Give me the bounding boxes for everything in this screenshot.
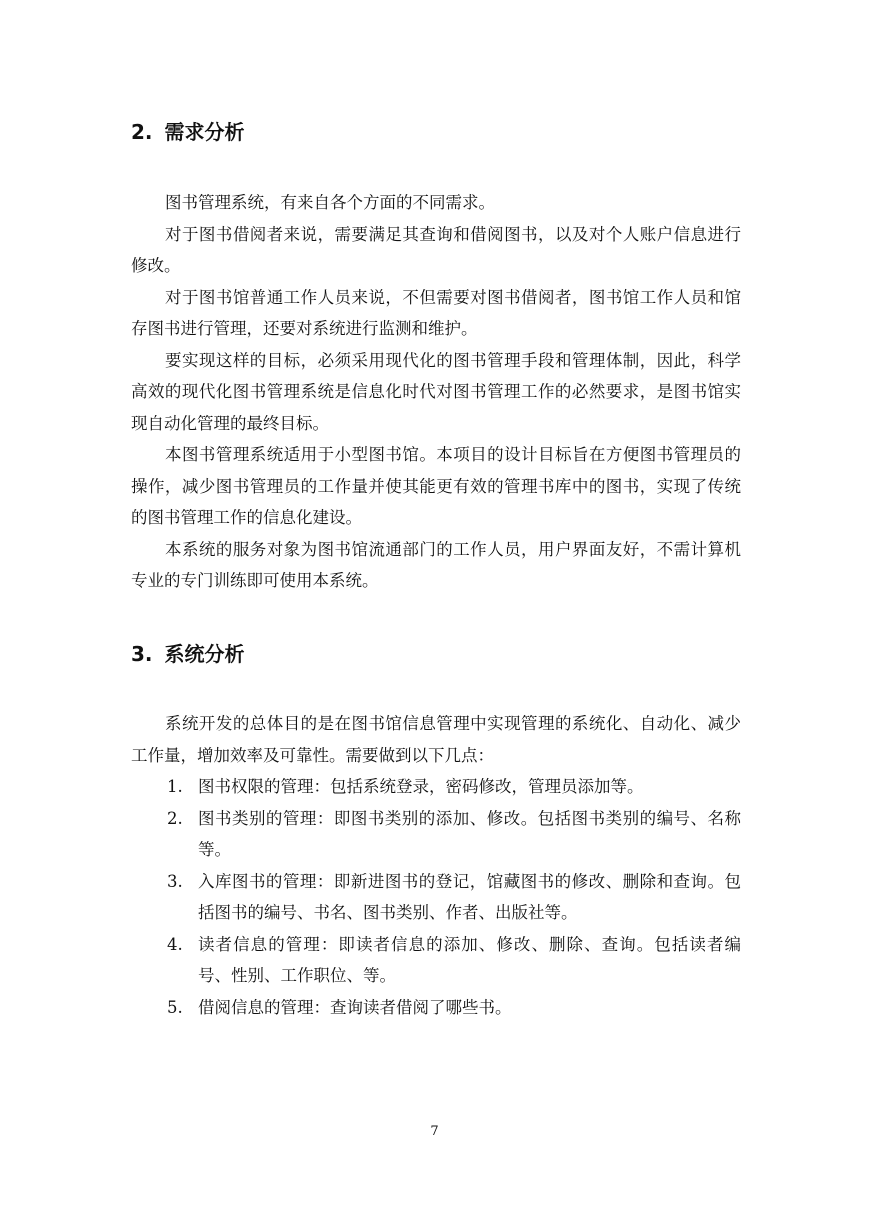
section-heading-system-analysis bbox=[131, 640, 245, 668]
section-heading-requirements bbox=[131, 118, 245, 146]
paragraph: 对于图书馆普通工作人员来说，不但需要对图书借阅者，图书馆工作人员和馆存图书进行管理，还要对系统进行监测和维护。 bbox=[131, 287, 741, 338]
list-marker: 3. bbox=[167, 871, 183, 891]
paragraph: 本图书管理系统适用于小型图书馆。本项目的设计目标旨在方便图书管理员的操作，减少图书管理员的工作量并使其能更有效的管理书库中的图书，实现了传统的图书管理工作的信息化建设。 bbox=[131, 445, 741, 527]
paragraph: 要实现这样的目标，必须采用现代化的图书管理手段和管理体制，因此，科学高效的现代化图书管理系统是信息化时代对图书管理工作的必然要求，是图书馆实现自动化管理的最终目标。 bbox=[131, 350, 741, 433]
paragraph: 对于图书借阅者来说，需要满足其查询和借阅图书，以及对个人账户信息进行修改。 bbox=[131, 224, 741, 275]
list-item-text: 入库图书的管理：即新进图书的登记，馆藏图书的修改、删除和查询。包括图书的编号、书名、图书类别、作者、出版社等。 bbox=[198, 871, 741, 922]
list-item bbox=[131, 866, 741, 929]
page-number: 7 bbox=[430, 1124, 439, 1139]
section-number: 3. bbox=[131, 642, 153, 666]
requirements-list bbox=[131, 771, 741, 1023]
paragraph: 本系统的服务对象为图书馆流通部门的工作人员，用户界面友好，不需计算机专业的专门训练即可使用本系统。 bbox=[131, 539, 741, 590]
intro-paragraph: 系统开发的总体目的是在图书馆信息管理中实现管理的系统化、自动化、减少工作量，增加效率及可靠性。需要做到以下几点： bbox=[131, 714, 741, 765]
list-marker: 5. bbox=[167, 997, 183, 1017]
list-marker: 2. bbox=[167, 808, 183, 828]
list-item-text: 读者信息的管理：即读者信息的添加、修改、删除、查询。包括读者编号、性别、工作职位、等。 bbox=[198, 934, 741, 985]
paragraph: 图书管理系统，有来自各个方面的不同需求。 bbox=[165, 193, 495, 212]
list-item bbox=[131, 771, 741, 803]
system-analysis-body bbox=[131, 708, 741, 1023]
section-title: 系统分析 bbox=[164, 642, 245, 666]
requirements-body bbox=[131, 187, 741, 597]
list-item-text: 借阅信息的管理：查询读者借阅了哪些书。 bbox=[198, 997, 512, 1017]
section-title: 需求分析 bbox=[164, 120, 245, 144]
list-item bbox=[131, 929, 741, 992]
list-item-text: 图书类别的管理：即图书类别的添加、修改。包括图书类别的编号、名称等。 bbox=[198, 808, 741, 859]
list-item bbox=[131, 992, 741, 1024]
list-item bbox=[131, 803, 741, 866]
list-marker: 4. bbox=[167, 934, 183, 954]
list-marker: 1. bbox=[167, 777, 183, 796]
section-number: 2. bbox=[131, 120, 153, 144]
list-item-text: 图书权限的管理：包括系统登录，密码修改，管理员添加等。 bbox=[198, 777, 644, 796]
